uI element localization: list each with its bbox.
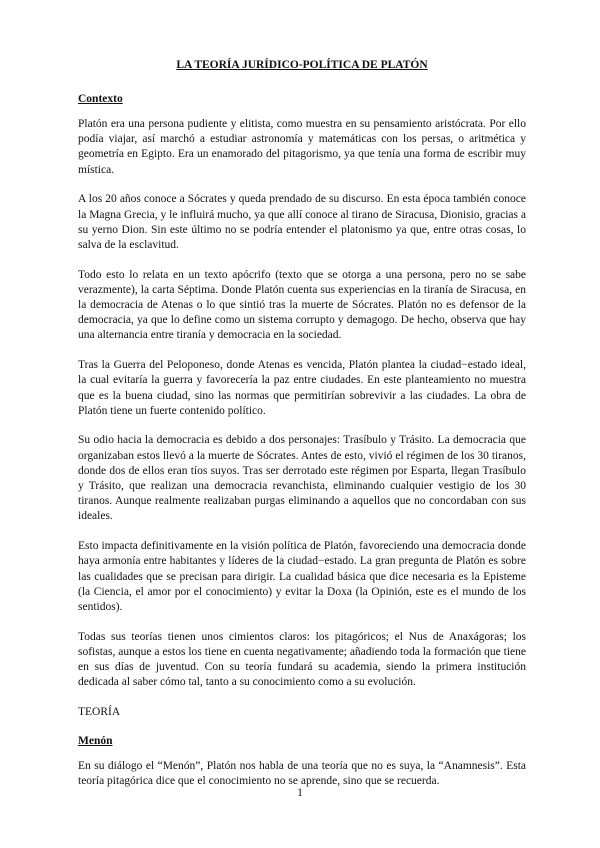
page-number: 1 [297,787,303,799]
paragraph: A los 20 años conoce a Sócrates y queda prendado de su discurso. En esta época también conoce la Magna Grecia, y le influirá mucho, ya que allí conoce al tirano de Siracusa, Dionisio, gracias a su yerno Dion. Sin este último no se podría entender el platonismo ya que, entre otras cosas, lo salva de la esclavitud. [78,193,526,251]
paragraph: En su diálogo el “Menón”, Platón nos habla de una teoría que no es suya, la “Anamnesis”. Esta teoría pitagórica dice que el conocimiento no se aprende, sino que se recuerda. [78,760,526,788]
paragraph: Su odio hacia la democracia es debido a dos personajes: Trasíbulo y Trásito. La democracia que organizaban estos llevó a la muerte de Sócrates. Antes de esto, vivió el régimen de los 30 tiranos, donde dos de ellos eran tíos suyos. Tras ser derrotado este régimen por Esparta, llegan Trasíbulo y Trásito, que realizan una democracia revanchista, eliminando cualquier vestigio de los 30 tiranos. Aunque realmente realizaban purgas eliminando a aquellos que no concordaban con sus ideales. [78,434,526,523]
section-heading-menon: Menón [78,735,113,747]
document-title: LA TEORÍA JURÍDICO-POLÍTICA DE PLATÓN [176,59,428,71]
paragraph: Todas sus teorías tienen unos cimientos claros: los pitagóricos; el Nus de Anaxágoras; los sofistas, aunque a estos los tiene en cuenta negativamente; añadiendo toda la formación que tiene en sus días de juventud. Con su teoría fundará su academia, siendo la primera institución dedicada al saber cómo tal, tanto a su conocimiento como a su evolución. [78,630,526,689]
paragraph: Todo esto lo relata en un texto apócrifo (texto que se otorga a una persona, pero no se sabe verazmente), la carta Séptima. Donde Platón cuenta sus experiencias en la tiranía de Siracusa, en la democracia de Atenas o lo que sintió tras la muerte de Sócrates. Platón no es defensor de la democracia, ya que lo define como un sistema corrupto y demagogo. De hecho, observa que hay una alternancia entre tiranía y democracia en la sociedad. [78,268,526,342]
section-heading-teoria: TEORÍA [78,706,121,718]
paragraph: Tras la Guerra del Peloponeso, donde Atenas es vencida, Platón plantea la ciudad−estado ideal, la cual evitaría la guerra y favorecería la paz entre ciudades. En este planteamiento no muestra que es la buena ciudad, sino las normas que permitirían sobrevivir a las ciudades. La obra de Platón tiene un fuerte contenido político. [78,359,526,417]
section-heading-contexto: Contexto [78,93,123,105]
paragraph: Esto impacta definitivamente en la visión política de Platón, favoreciendo una democracia donde haya armonía entre habitantes y líderes de la ciudad−estado. La gran pregunta de Platón es sobre las cualidades que se precisan para dirigir. La cualidad básica que dice necesaria es la Episteme (la Ciencia, el amor por el conocimiento) y evitar la Doxa (la Opinión, este es el mundo de los sentidos). [78,540,526,613]
paragraph: Platón era una persona pudiente y elitista, como muestra en su pensamiento aristócrata. Por ello podía viajar, así marchó a estudiar astronomía y matemáticas con los persas, o aritmética y geometría en Egipto. Era un enamorado del pitagorismo, ya que tenía una forma de escribir muy mística. [78,118,526,176]
page-content [78,58,526,804]
